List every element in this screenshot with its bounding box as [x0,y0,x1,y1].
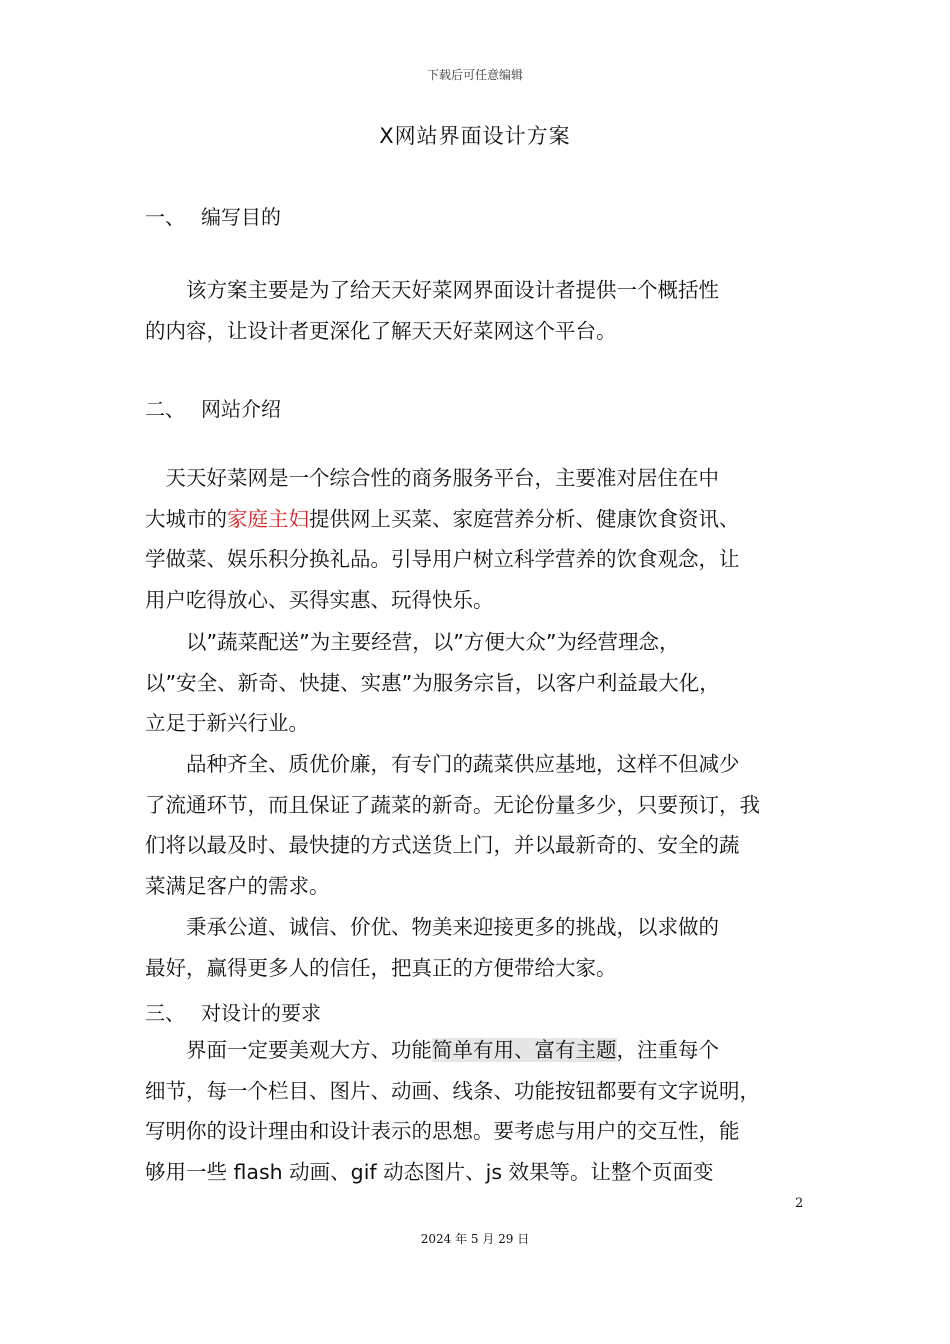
header-note: 下载后可任意编辑 [426,68,523,82]
section-heading-3 [145,997,321,1026]
text-line: 了流通环节，而且保证了蔬菜的新奇。无论份量多少，只要预订，我 [145,792,760,817]
text-line [145,1030,813,1071]
text-line: 最好，赢得更多人的信任，把真正的方便带给大家。 [145,955,617,980]
text-line: 够用一些 flash 动画、gif 动态图片、js 效果等。让整个页面变 [145,1159,714,1184]
text-line [145,499,813,540]
text-run: 提供网上买菜、家庭营养分析、健康饮食资讯、 [309,506,740,531]
section-heading-1 [145,201,281,230]
section-heading-2 [145,393,281,422]
highlighted-term: 家庭主妇 [227,506,309,531]
text-run: 大城市的 [145,506,227,531]
text-line: 的内容，让设计者更深化了解天天好菜网这个平台。 [145,318,617,343]
text-line: 们将以最及时、最快捷的方式送货上门，并以最新奇的、安全的蔬 [145,833,740,857]
paragraph-requirements [145,1030,813,1192]
page-number: 2 [795,1196,804,1211]
text-line: 品种齐全、质优价廉，有专门的蔬菜供应基地，这样不但减少 [145,752,740,776]
text-line: 天天好菜网是一个综合性的商务服务平台，主要准对居住在中 [145,466,719,490]
paragraph-purpose [145,270,813,351]
text-run: 界面一定要美观大方、功能 [145,1038,432,1062]
shaded-text: 简单有用、富有主题 [432,1038,617,1062]
paragraph-intro [145,458,813,620]
section-number: 二、 [145,397,185,421]
text-run: ，注重每个 [616,1038,719,1062]
text-line: 学做菜、娱乐积分换礼品。引导用户树立科学营养的饮食观念，让 [145,547,740,571]
section-number: 三、 [145,1001,185,1025]
text-line: 秉承公道、诚信、价优、物美来迎接更多的挑战，以求做的 [145,915,719,939]
text-line: 写明你的设计理由和设计表示的思想。要考虑与用户的交互性，能 [145,1119,740,1143]
document-title: X网站界面设计方案 [379,124,571,148]
paragraph-mission [145,622,813,744]
text-line: 菜满足客户的需求。 [145,873,330,898]
section-title: 编写目的 [201,205,281,229]
text-line: 以”安全、新奇、快捷、实惠”为服务宗旨，以客户利益最大化， [145,670,720,695]
paragraph-products [145,744,813,906]
text-line: 该方案主要是为了给天天好菜网界面设计者提供一个概括性 [145,278,719,302]
text-line: 以”蔬菜配送”为主要经营，以”方便大众”为经营理念， [145,630,680,654]
paragraph-values [145,907,813,988]
footer-date: 2024 年 5 月 29 日 [420,1232,530,1246]
text-line: 立足于新兴行业。 [145,711,309,735]
text-line: 细节，每一个栏目、图片、动画、线条、功能按钮都要有文字说明， [145,1078,760,1103]
section-title: 网站介绍 [201,397,281,421]
text-line: 用户吃得放心、买得实惠、玩得快乐。 [145,587,494,612]
section-title: 对设计的要求 [201,1001,321,1025]
section-number: 一、 [145,205,185,229]
